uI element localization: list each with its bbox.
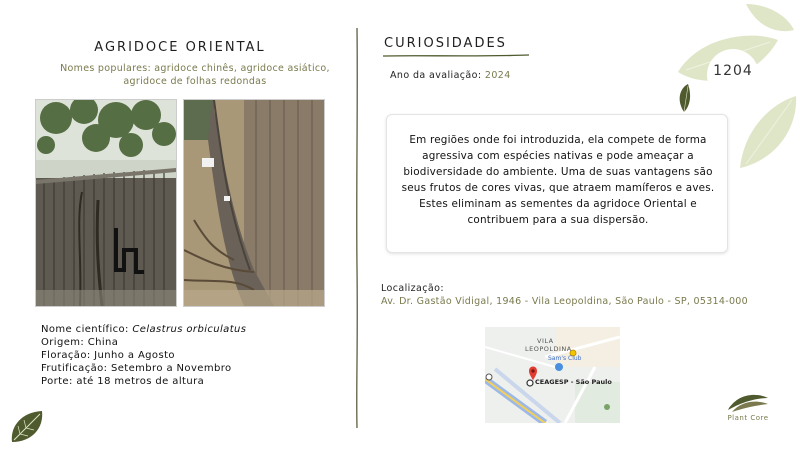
origin-row: Origem: China [41,337,119,348]
curiosities-title: CURIOSIDADES [384,36,507,51]
curiosities-text: Em regiões onde foi introduzida, ela compete de forma agressiva com espécies nativas e pode ameaçar a biodiversidade do ambiente. Uma de suas vantagens são seus frutos de cores vivas, que atraem mamíferos e aves. Estes eliminam as sementes da agridoce Oriental e contribuem para a sua dispersão. [401,134,715,226]
scientific-name-label: Nome científico: [41,324,133,335]
plant-number-badge: 1204 [713,63,753,79]
location-map[interactable] [485,327,620,423]
column-divider [352,28,362,428]
map-pin-label: CEAGESP - São Paulo [535,378,612,386]
plant-photo-trunk [183,99,325,307]
popular-names-line-1: Nomes populares: agridoce chinês, agridoce asiático, [60,63,330,74]
popular-names [40,62,350,88]
scientific-name-value: Celastrus orbiculatus [132,324,247,335]
evaluation-year [390,70,511,81]
evaluation-year-value: 2024 [484,70,511,81]
map-poi-label: Sam's Club [548,355,582,362]
scientific-name-row [41,323,246,336]
plant-title: AGRIDOCE ORIENTAL [94,40,266,55]
location-label: Localização: [381,283,444,294]
plant-facts [41,323,246,388]
plant-core-logo-text: Plant Core [727,414,769,422]
title-underline [383,53,529,59]
location-address: Av. Dr. Gastão Vidigal, 1946 - Vila Leopoldina, São Paulo - SP, 05314-000 [381,296,748,307]
evaluation-year-label: Ano da avaliação: [390,70,482,81]
leaf-icon [8,408,46,446]
size-row: Porte: até 18 metros de altura [41,376,205,387]
plant-core-logo-icon [726,390,770,414]
plant-photo-fence [35,99,177,307]
flowering-row: Floração: Junho a Agosto [41,350,175,361]
fruiting-row: Frutificação: Setembro a Novembro [41,363,232,374]
map-district-line-1: VILA [537,337,554,345]
map-district-line-2: LEOPOLDINA [525,345,572,353]
popular-names-line-2: agridoce de folhas redondas [123,76,267,87]
